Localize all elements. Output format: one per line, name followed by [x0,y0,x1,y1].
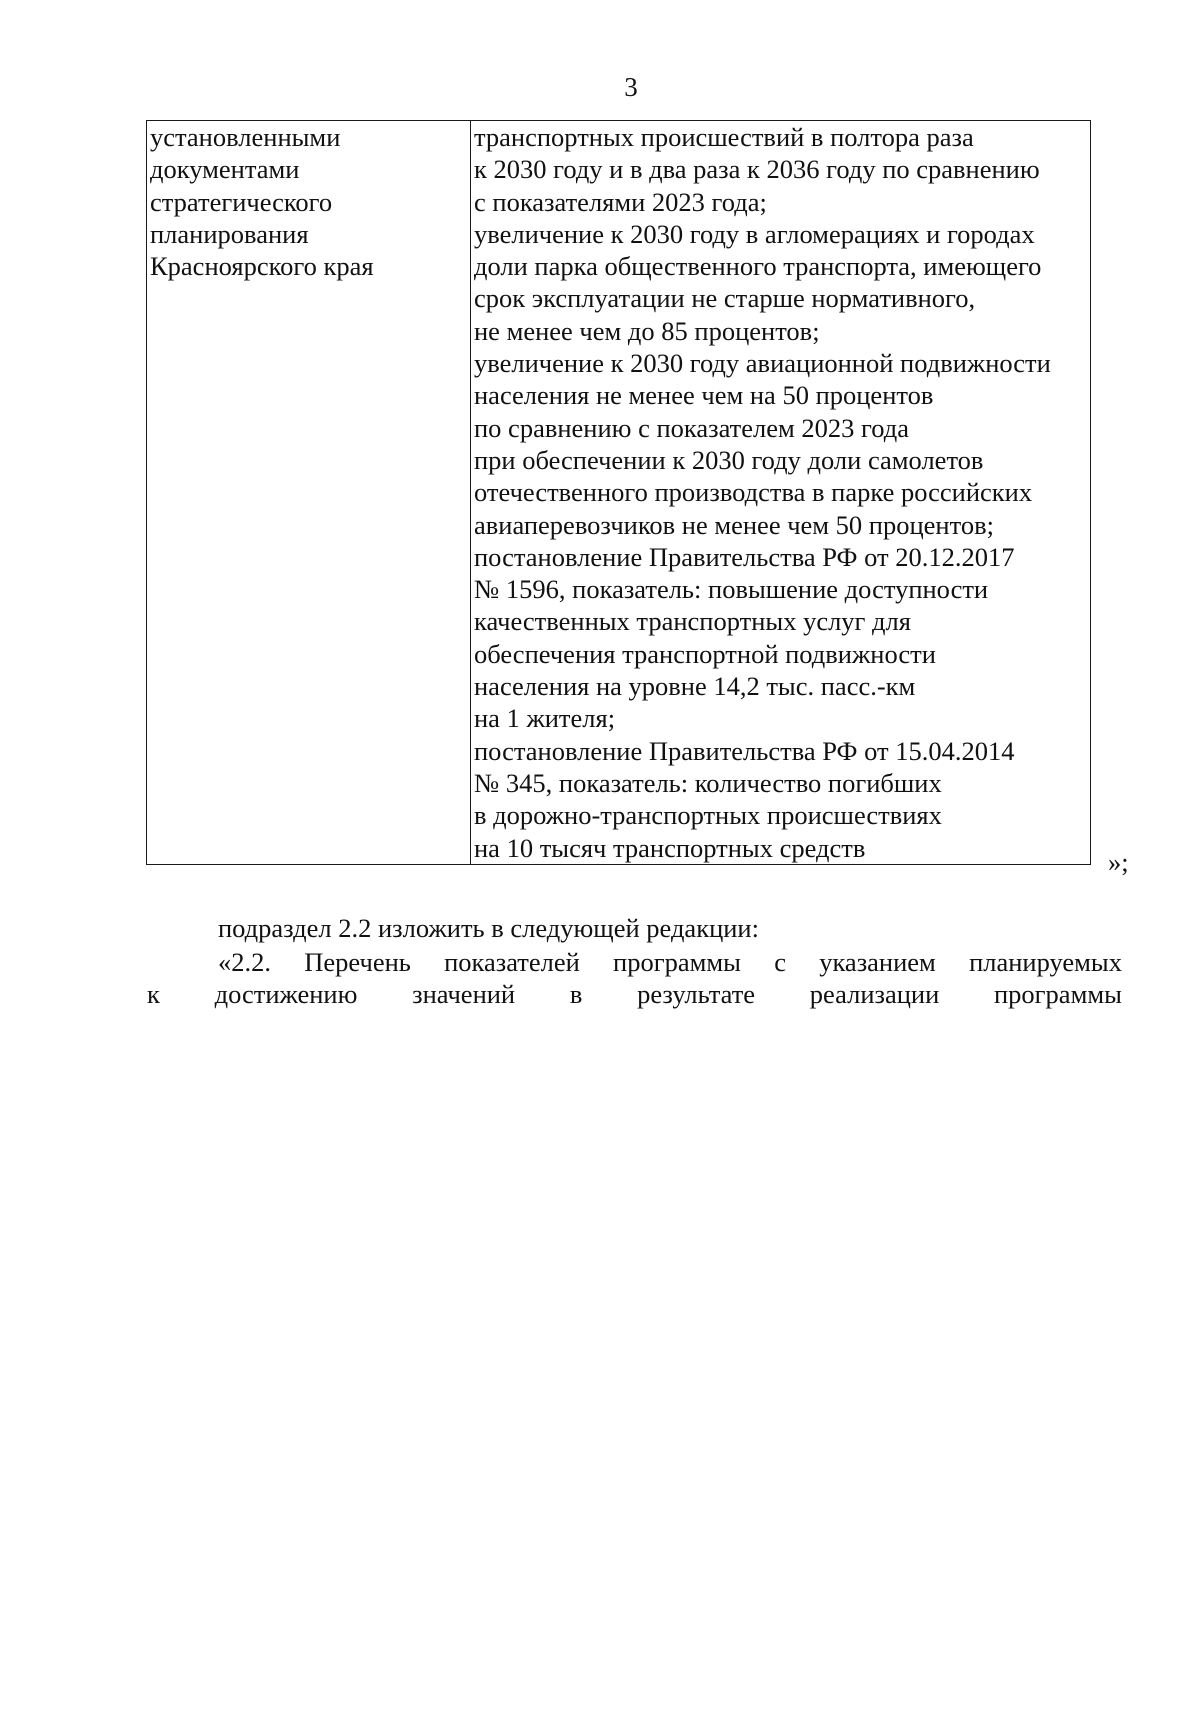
word: результате [637,979,756,1009]
word: с [774,947,786,977]
table-text-line: документами [150,154,300,185]
word: «2.2. [218,947,271,977]
table-text-line: увеличение к 2030 году в агломерациях и городах [474,218,1035,249]
document-table [146,120,1091,865]
word: достижению [214,979,358,1009]
word: планируемых [969,947,1122,977]
table-text-line: № 1596, показатель: повышение доступности [474,574,989,605]
closing-quote: »; [1108,847,1129,877]
table-text-line: населения не менее чем на 50 процентов [474,380,934,411]
table-text-line: постановление Правительства РФ от 20.12.2017 [474,541,1015,572]
table-row [147,121,1091,865]
table-text-line: Красноярского края [150,251,374,282]
word: программы [613,947,741,977]
table-text-line: к 2030 году и в два раза к 2036 году по сравнению [474,154,1040,185]
table-text-line: в дорожно-транспортных происшествиях [474,800,942,831]
table-text-line: транспортных происшествий в полтора раза [474,122,974,152]
table-cell-indicators [471,121,1091,865]
table-text-line: № 345, показатель: количество погибших [474,767,942,798]
table-text-line: доли парка общественного транспорта, имеющего [474,251,1042,282]
word: показателей [444,947,580,977]
table-text-line: при обеспечении к 2030 году доли самолетов [474,444,984,475]
table-text-line: на 10 тысяч транспортных средств [474,832,866,863]
table-text-line: по сравнению с показателем 2023 года [474,412,909,443]
word: Перечень [304,947,411,977]
table-text-line: отечественного производства в парке российских [474,477,1033,508]
table-text-line: авиаперевозчиков не менее чем 50 процентов; [474,509,994,540]
table-text-line: качественных транспортных услуг для [474,606,911,637]
paragraph-section-title-line-1 [218,946,1122,978]
table-text-line: не менее чем до 85 процентов; [474,315,820,346]
word: в [569,979,583,1009]
table-text-line: срок эксплуатации не старше нормативного, [474,283,976,314]
word: указанием [819,947,936,977]
word: реализации [809,979,940,1009]
page-number: 3 [624,72,638,102]
paragraph-intro: подраздел 2.2 изложить в следующей редакции: [218,913,759,943]
table-text-line: увеличение к 2030 году авиационной подвижности [474,348,1051,379]
table-text-line: на 1 жителя; [474,703,616,734]
word: программы [994,979,1122,1009]
table-cell-documents [147,121,471,865]
table-text-line: с показателями 2023 года; [474,186,767,217]
table-text-line: обеспечения транспортной подвижности [474,638,936,669]
table-text-line: стратегического [150,186,333,217]
table-text-line: населения на уровне 14,2 тыс. пасс.-км [474,671,916,702]
table-text-line: установленными [150,122,341,152]
paragraph-section-title-line-2 [147,978,1122,1010]
word: значений [412,979,516,1009]
table-text-line: постановление Правительства РФ от 15.04.2014 [474,735,1015,766]
table-text-line: планирования [150,218,309,249]
word: к [147,979,160,1009]
